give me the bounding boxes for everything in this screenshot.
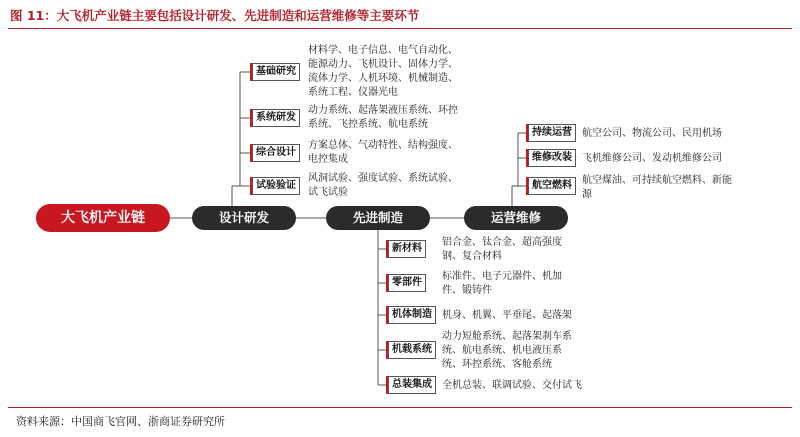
manufacturing-item-tag: 新材料	[388, 240, 426, 258]
design-item-desc: 风洞试验、强度试验、系统试验、试飞试验	[308, 173, 458, 198]
bottom-rule	[8, 407, 792, 408]
design-item-desc: 动力系统、起落架液压系统、环控系统、飞控系统、航电系统	[308, 105, 458, 130]
operations-item-desc: 飞机维修公司、发动机维修公司	[582, 153, 722, 164]
manufacturing-item-tag: 总装集成	[388, 376, 436, 394]
operations-item-tag: 航空燃料	[528, 177, 576, 195]
manufacturing-item-desc: 动力短舱系统、起落架刹车系统、航电系统、机电液压系统、环控系统、客舱系统	[442, 331, 572, 370]
design-item-desc: 材料学、电子信息、电气自动化、能源动力、飞机设计、固体力学、流体力学、人机环境、机械制造、系统工程、仪器光电	[308, 45, 458, 98]
manufacturing-item-tag: 机体制造	[388, 306, 436, 324]
operations-item-desc: 航空煤油、可持续航空燃料、新能源	[582, 175, 732, 200]
source-note: 资料来源：中国商飞官网、浙商证券研究所	[16, 415, 225, 428]
stage-operations: 运营维修	[464, 206, 568, 230]
stage-design: 设计研发	[192, 206, 296, 230]
design-item-desc: 方案总体、气动特性、结构强度、电控集成	[308, 140, 458, 165]
manufacturing-item-desc: 全机总装、联调试验、交付试飞	[442, 380, 582, 391]
design-item-tag: 综合设计	[252, 144, 300, 162]
design-item-tag: 系统研发	[252, 109, 300, 127]
manufacturing-item-desc: 机身、机翼、平垂尾、起落架	[442, 310, 572, 321]
figure-title: 图 11：大飞机产业链主要包括设计研发、先进制造和运营维修等主要环节	[10, 8, 420, 23]
operations-item-tag: 持续运营	[528, 124, 576, 142]
manufacturing-item-tag: 机载系统	[388, 341, 436, 359]
root-node: 大飞机产业链	[36, 204, 170, 232]
stage-manufacturing: 先进制造	[326, 206, 430, 230]
operations-item-tag: 维修改装	[528, 149, 576, 167]
manufacturing-item-desc: 标准件、电子元器件、机加件、锻铸件	[442, 271, 562, 296]
operations-item-desc: 航空公司、物流公司、民用机场	[582, 128, 722, 139]
design-item-tag: 试验验证	[252, 177, 300, 195]
manufacturing-item-tag: 零部件	[388, 274, 426, 292]
manufacturing-item-desc: 铝合金、钛合金、超高强度钢、复合材料	[442, 237, 562, 262]
design-item-tag: 基础研究	[252, 63, 300, 81]
